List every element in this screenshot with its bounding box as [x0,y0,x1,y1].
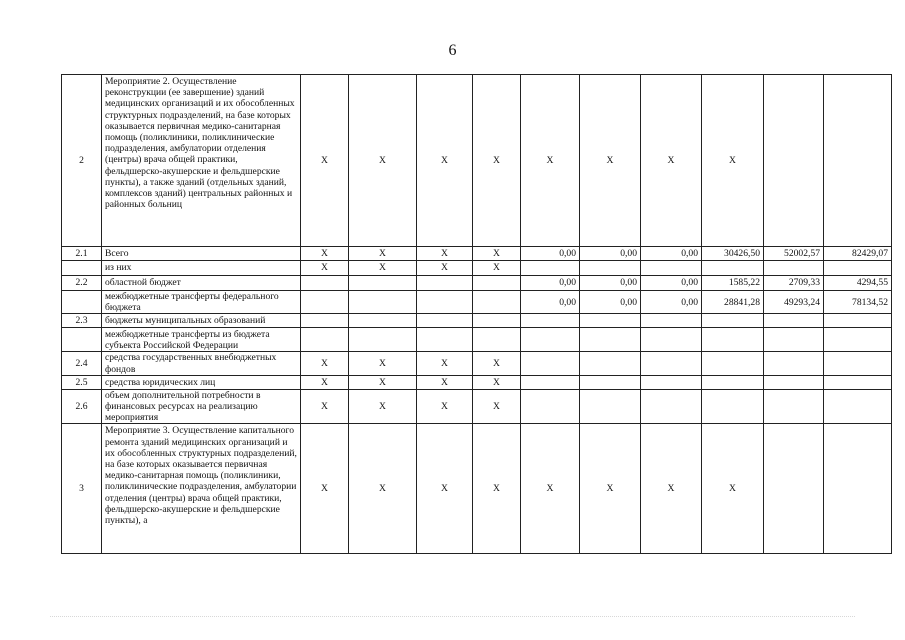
value-cell [521,352,580,375]
table-row [62,314,892,328]
x-mark-cell: X [301,75,349,247]
x-mark-cell: X [349,424,417,554]
x-mark-cell: X [641,75,702,247]
x-mark-cell: X [473,352,521,375]
x-mark-cell: X [702,75,764,247]
funding-table [61,74,892,554]
x-mark-cell: X [417,261,473,276]
x-mark-cell: X [301,375,349,389]
x-mark-cell: X [473,261,521,276]
x-mark-cell: X [301,247,349,261]
value-cell [824,261,892,276]
x-mark-cell: X [349,261,417,276]
value-cell [641,314,702,328]
row-description: средства юридических лиц [102,375,301,389]
x-mark-cell: X [301,424,349,554]
value-cell: 0,00 [521,276,580,291]
value-cell [702,261,764,276]
x-mark-cell: X [417,75,473,247]
value-cell [702,352,764,375]
x-mark-cell: X [473,375,521,389]
x-mark-cell: X [349,389,417,424]
value-cell: 78134,52 [824,291,892,314]
x-mark-cell: X [473,75,521,247]
row-description: из них [102,261,301,276]
value-cell [641,261,702,276]
value-cell [824,314,892,328]
value-cell [521,314,580,328]
value-cell: 4294,55 [824,276,892,291]
row-number: 2 [62,75,102,247]
value-cell [824,352,892,375]
value-cell: 0,00 [521,247,580,261]
value-cell [521,328,580,352]
x-mark-cell: X [702,424,764,554]
value-cell [824,389,892,424]
table-row [62,291,892,314]
x-mark-cell: X [349,375,417,389]
x-mark-cell: X [473,389,521,424]
row-number: 2.1 [62,247,102,261]
x-mark-cell: X [349,352,417,375]
value-cell: 30426,50 [702,247,764,261]
value-cell [580,389,641,424]
value-cell [521,261,580,276]
value-cell: 1585,22 [702,276,764,291]
value-cell [824,424,892,554]
scan-artifact [50,616,855,618]
value-cell [417,276,473,291]
x-mark-cell: X [349,75,417,247]
value-cell [473,328,521,352]
x-mark-cell: X [521,75,580,247]
value-cell [301,276,349,291]
value-cell [641,375,702,389]
value-cell: 2709,33 [764,276,824,291]
row-description: бюджеты муниципальных образований [102,314,301,328]
value-cell [702,375,764,389]
value-cell [580,261,641,276]
row-description: средства государственных внебюджетных фондов [102,352,301,375]
value-cell [824,328,892,352]
value-cell: 0,00 [641,247,702,261]
x-mark-cell: X [473,424,521,554]
value-cell: 0,00 [580,291,641,314]
value-cell [764,75,824,247]
value-cell [473,276,521,291]
x-mark-cell: X [301,389,349,424]
row-number: 3 [62,424,102,554]
value-cell [473,291,521,314]
value-cell: 49293,24 [764,291,824,314]
value-cell [641,352,702,375]
value-cell [417,291,473,314]
value-cell [417,314,473,328]
x-mark-cell: X [349,247,417,261]
value-cell [702,389,764,424]
x-mark-cell: X [580,75,641,247]
value-cell [473,314,521,328]
value-cell [580,314,641,328]
x-mark-cell: X [417,424,473,554]
x-mark-cell: X [301,261,349,276]
value-cell [824,375,892,389]
table-row [62,261,892,276]
value-cell: 28841,28 [702,291,764,314]
value-cell [824,75,892,247]
value-cell [301,291,349,314]
value-cell [349,291,417,314]
value-cell [580,352,641,375]
value-cell [764,328,824,352]
row-number: 2.4 [62,352,102,375]
value-cell [641,328,702,352]
table-row [62,389,892,424]
value-cell: 0,00 [521,291,580,314]
value-cell: 82429,07 [824,247,892,261]
value-cell [349,328,417,352]
value-cell [521,389,580,424]
row-description: Мероприятие 3. Осуществление капитального ремонта зданий медицинских организаций и их обособленных структурных подразделений, на базе которых оказывается первичная медико-санитарная помощь (поликлиники, поликлинические подразделения, амбулатории отделения (центры) врача общей практики, фельдшерско-акушерские и фельдшерские пункты), а [102,424,301,554]
value-cell [764,261,824,276]
value-cell [521,375,580,389]
x-mark-cell: X [301,352,349,375]
table-row [62,424,892,554]
value-cell [301,328,349,352]
row-description: областной бюджет [102,276,301,291]
value-cell [349,276,417,291]
value-cell [641,389,702,424]
x-mark-cell: X [521,424,580,554]
value-cell [349,314,417,328]
x-mark-cell: X [641,424,702,554]
value-cell: 0,00 [580,276,641,291]
row-description: Всего [102,247,301,261]
x-mark-cell: X [473,247,521,261]
value-cell: 0,00 [580,247,641,261]
table-row [62,276,892,291]
row-number: 2.2 [62,276,102,291]
x-mark-cell: X [417,375,473,389]
table-row [62,75,892,247]
row-number [62,328,102,352]
x-mark-cell: X [417,352,473,375]
value-cell [580,328,641,352]
row-number [62,261,102,276]
row-description: межбюджетные трансферты из бюджета субъекта Российской Федерации [102,328,301,352]
value-cell [580,375,641,389]
value-cell: 0,00 [641,291,702,314]
row-description: объем дополнительной потребности в финансовых ресурсах на реализацию мероприятия [102,389,301,424]
x-mark-cell: X [417,247,473,261]
value-cell [764,389,824,424]
table-row [62,328,892,352]
table-row [62,352,892,375]
x-mark-cell: X [580,424,641,554]
value-cell [417,328,473,352]
row-description: межбюджетные трансферты федерального бюджета [102,291,301,314]
value-cell [702,328,764,352]
x-mark-cell: X [417,389,473,424]
row-number: 2.5 [62,375,102,389]
value-cell [764,314,824,328]
value-cell: 52002,57 [764,247,824,261]
value-cell [764,352,824,375]
value-cell [301,314,349,328]
table-row [62,375,892,389]
value-cell: 0,00 [641,276,702,291]
value-cell [764,424,824,554]
value-cell [702,314,764,328]
table-row [62,247,892,261]
row-number: 2.3 [62,314,102,328]
page-number: 6 [448,42,457,59]
value-cell [764,375,824,389]
row-description: Мероприятие 2. Осуществление реконструкции (ее завершение) зданий медицинских организаций и их обособленных структурных подразделений, на базе которых оказывается первичная медико-санитарная помощь (поликлиники, поликлинические подразделения, амбулатории отделения (центры) врача общей практики, фельдшерско-акушерские и фельдшерские пункты), а также зданий (отдельных зданий, комплексов зданий) центральных районных и районных больниц [102,75,301,247]
row-number [62,291,102,314]
row-number: 2.6 [62,389,102,424]
